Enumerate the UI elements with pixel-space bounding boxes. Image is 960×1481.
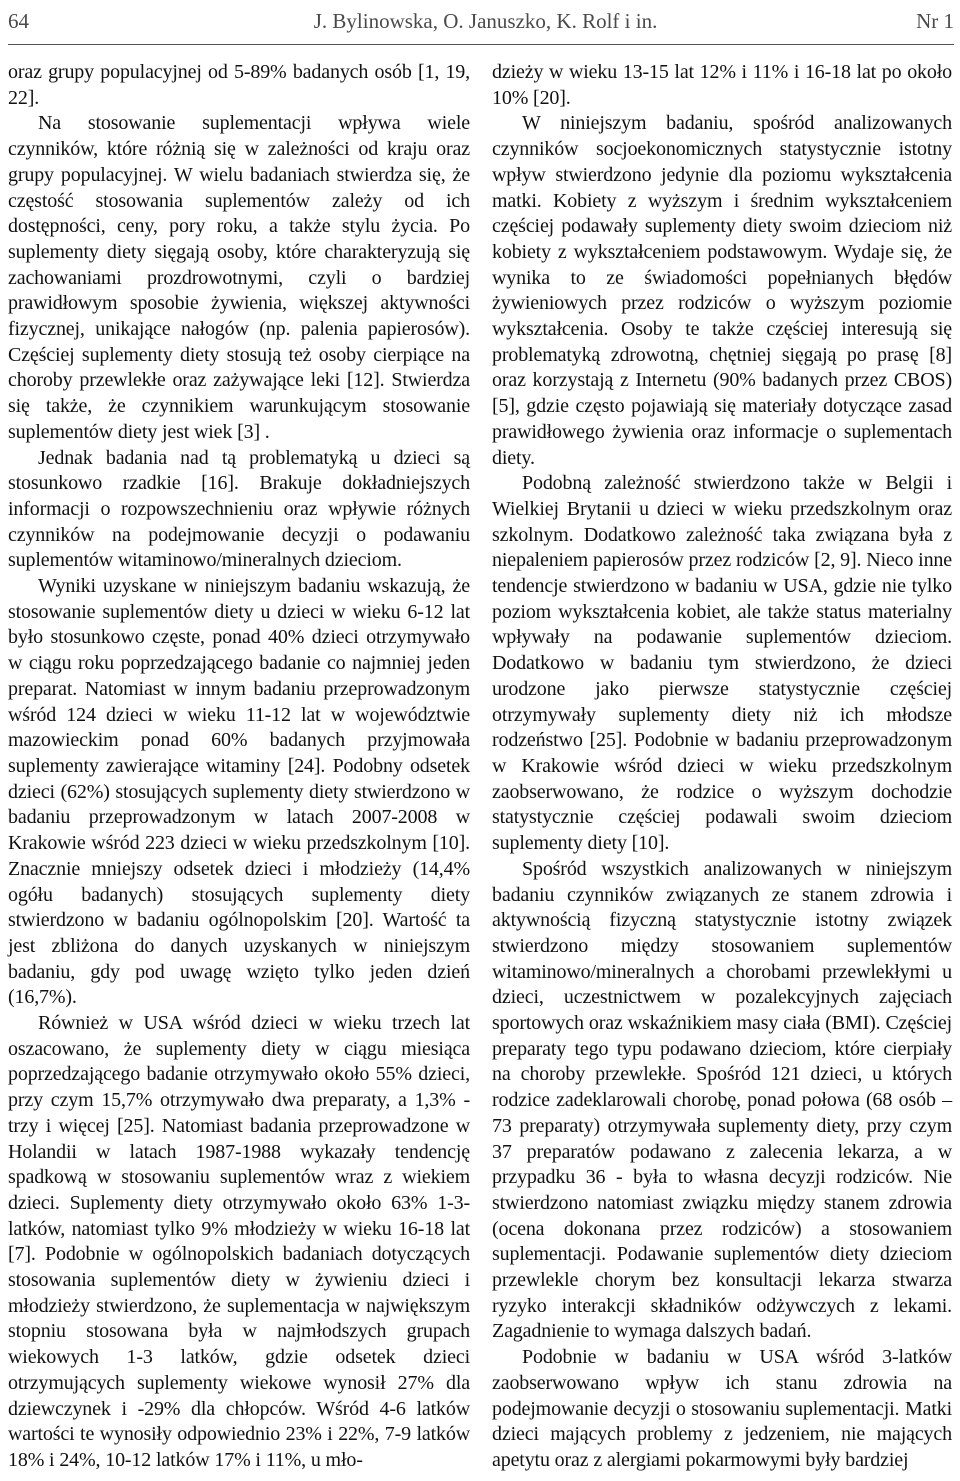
paragraph: oraz grupy populacyjnej od 5-89% badanych osób [1, 19, 22]. [8,61,470,109]
issue-number: Nr 1 [916,8,954,33]
paragraph: Spośród wszystkich analizowanych w niniejszym badaniu czynników związanych ze stanem zdrowia i aktywnością fizyczną statystycznie istotny związek stwierdzono między stosowaniem suplementów witaminowo/mineralnych a chorobami przewlekłymi u dzieci, uczestnictwem w pozalekcyjnych zajęciach sportowych oraz wskaźnikiem masy ciała (BMI). Częściej preparaty tego typu podawano dzieciom, które cierpiały na choroby przewlekłe. Spośród 121 dzieci, u których rodzice zadeklarowali chorobę, ponad połowa (68 osób – 73 preparaty) otrzymywała suplementy diety, przy czym 37 preparatów podawano z zalecenia lekarza, a w przypadku 36 - była to własna decyzji rodziców. Nie stwierdzono natomiast związku między stanem zdrowia (ocena dokonana przez rodziców) a stosowaniem suplementacji. Podawanie suplementów diety dzieciom przewlekle chorym bez konsultacji lekarza stwarza ryzyko interakcji składników odżywczych z lekami. Zagadnienie to wymaga dalszych badań. [492,857,952,1343]
paragraph: dzieży w wieku 13-15 lat 12% i 11% i 16-18 lat po około 10% [20]. [492,61,952,109]
page-number: 64 [8,8,29,33]
header-rule [8,44,954,45]
paragraph: W niniejszym badaniu, spośród analizowanych czynników socjoekonomicznych statystycznie istotny wpływ stwierdzono jedynie dla poziomu wykształcenia matki. Kobiety z wyższym i średnim wykształceniem częściej podawały suplementy diety swoim dzieciom niż kobiety z wykształceniem podstawowym. Wydaje się, że wynika to ze świadomości popełnianych błędów żywieniowych przez rodziców o wyższym poziomie wykształcenia. Osoby te także częściej interesują się problematyką zdrowotną, chętniej sięgają po prasę [8] oraz korzystają z Internetu (90% badanych przez CBOS) [5], gdzie często pojawiają się materiały dotyczące zasad prawidłowego żywienia oraz informacje o suplementach diety. [492,112,952,469]
paragraph: Podobnie w badaniu w USA wśród 3-latków zaobserwowano wpływ ich stanu zdrowia na podejmowanie decyzji o stosowaniu suplementacji. Matki dzieci mających problemy z jedzeniem, nie mających apetytu oraz z alergiami pokarmowymi były bardziej [492,1346,952,1471]
left-column [8,60,470,1474]
paragraph: Na stosowanie suplementacji wpływa wiele czynników, które różnią się w zależności od kraju oraz grupy populacyjnej. W wielu badaniach stwierdza się, że częstość stosowania suplementów zależy od ich dostępności, ceny, pory roku, a także stylu życia. Po suplementy diety sięgają osoby, które charakteryzują się zachowaniami prozdrowotnymi, czyli o bardziej prawidłowym sposobie żywienia, większej aktywności fizycznej, unikające nałogów (np. palenia papierosów). Częściej suplementy diety stosują też osoby cierpiące na choroby przewlekłe oraz zażywające leki [12]. Stwierdza się także, że czynnikiem warunkującym stosowanie suplementów diety jest wiek [3] . [8,112,470,443]
paragraph: Podobną zależność stwierdzono także w Belgii i Wielkiej Brytanii u dzieci w wieku przedszkolnym oraz szkolnym. Dodatkowo zależność taka związana była z niepaleniem papierosów przez rodziców [2, 9]. Nieco inne tendencje stwierdzono w badaniu w USA, gdzie nie tylko poziom wykształcenia kobiet, ale także status materialny wpływały na podawanie suplementów dzieciom. Dodatkowo w badaniu tym stwierdzono, że dzieci urodzone jako pierwsze statystycznie częściej otrzymywały suplementy diety niż ich młodsze rodzeństwo [25]. Podobnie w badaniu przeprowadzonym w Krakowie wśród dzieci w wieku przedszkolnym zaobserwowano, że rodzice o wyższym dochodzie statystycznie częściej podawali swoim dzieciom suplementy diety [10]. [492,472,952,855]
paragraph: Również w USA wśród dzieci w wieku trzech lat oszacowano, że suplementy diety w ciągu miesiąca poprzedzającego badanie otrzymywało około 55% dzieci, przy czym 15,7% otrzymywało dwa preparaty, a 1,3% - trzy i więcej [25]. Natomiast badania przeprowadzone w Holandii w latach 1987-1988 wykazały tendencję spadkową w stosowaniu suplementów wraz z wiekiem dzieci. Suplementy diety otrzymywało około 63% 1-3-latków, natomiast tylko 9% młodzieży w wieku 16-18 lat [7]. Podobnie w ogólnopolskich badaniach dotyczących stosowania suplementów diety w żywieniu dzieci i młodzieży stwierdzono, że suplementacja w największym stopniu stosowana była w najmłodszych grupach wiekowych 1-3 latków, gdzie odsetek dzieci otrzymujących suplementy wiekowe wynosił 27% dla dziewczynek i -29% dla chłopców. Wśród 4-6 latków wartości te wynosiły odpowiednio 23% i 22%, 7-9 latków 18% i 24%, 10-12 latków 17% i 11%, u mło- [8,1012,470,1471]
paragraph: Wyniki uzyskane w niniejszym badaniu wskazują, że stosowanie suplementów diety u dzieci w wieku 6-12 lat było stosunkowo częste, ponad 40% dzieci otrzymywało w ciągu roku poprzedzającego badanie co najmniej jeden preparat. Natomiast w innym badaniu przeprowadzonym wśród 124 dzieci w wieku 11-12 lat w województwie mazowieckim ponad 60% badanych przyjmowała suplementy zawierające witaminy [24]. Podobny odsetek dzieci (62%) stosujących suplementy diety stwierdzono w badaniu przeprowadzonym w latach 2007-2008 w Krakowie wśród 223 dzieci w wieku przedszkolnym [10]. Znacznie mniejszy odsetek dzieci i młodzieży (14,4% ogółu badanych) stosujących suplementy diety stwierdzono w badaniu ogólnopolskim [20]. Wartość ta jest zbliżona do danych uzyskanych w niniejszym badaniu, gdy pod uwagę wzięto tylko jeden dzień (16,7%). [8,575,470,1009]
paragraph: Jednak badania nad tą problematyką u dzieci są stosunkowo rzadkie [16]. Brakuje dokładniejszych informacji o rozpowszechnieniu oraz wpływie różnych czynników na podejmowanie decyzji o podawaniu suplementów witaminowo/mineralnych dzieciom. [8,446,470,572]
right-column [492,60,952,1474]
running-header-authors: J. Bylinowska, O. Januszko, K. Rolf i in. [313,8,658,33]
running-header [8,0,954,42]
